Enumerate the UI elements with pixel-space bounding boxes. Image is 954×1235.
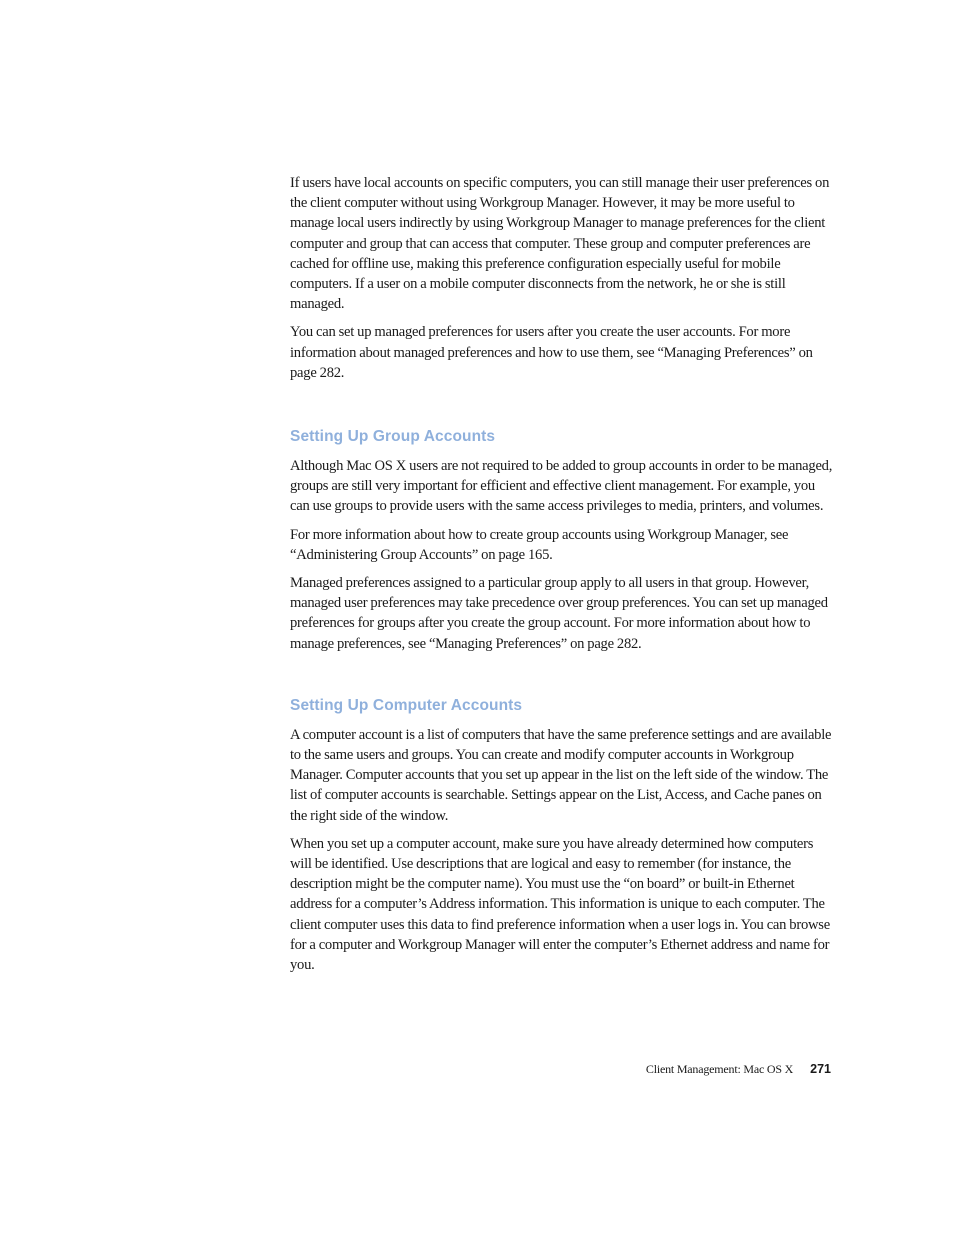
group-paragraph-1: Although Mac OS X users are not required to be added to group accounts in order to be managed, groups are still very important for efficient and effective client management. For example, you can use groups to provide users with the same access privileges to media, printers, and volumes. bbox=[290, 458, 833, 515]
group-accounts-heading: Setting Up Group Accounts bbox=[290, 428, 496, 446]
group-paragraph-2: For more information about how to create group accounts using Workgroup Manager, see “Administering Group Accounts” on page 165. bbox=[290, 526, 789, 563]
computer-paragraph-2: When you set up a computer account, make sure you have already determined how computers will be identified. Use descriptions that are logical and easy to remember (for instance, the description might be the computer name). You must use the “on board” or built-in Ethernet address for a computer’s Address information. This information is unique to each computer. The client computer uses this data to find preference information when a user logs in. You can browse for a computer and Workgroup Manager will enter the computer’s Ethernet address and name for you. bbox=[290, 835, 830, 974]
footer-chapter-title: Client Management: Mac OS X bbox=[645, 1062, 794, 1076]
intro-paragraph-1: If users have local accounts on specific computers, you can still manage their user preferences on the client computer without using Workgroup Manager. However, it may be more useful to manage local users indirectly by using Workgroup Manager to manage preferences for the client computer and group that can access that computer. These group and computer preferences are cached for offline use, making this preference configuration especially useful for mobile computers. If a user on a mobile computer disconnects from the network, he or she is still managed. bbox=[290, 175, 830, 313]
intro-paragraph-2: You can set up managed preferences for users after you create the user accounts. For more information about managed preferences and how to use them, see “Managing Preferences” on page 282. bbox=[290, 324, 813, 381]
page-footer bbox=[646, 1062, 831, 1077]
computer-accounts-heading: Setting Up Computer Accounts bbox=[290, 696, 523, 714]
footer-page-number: 271 bbox=[810, 1062, 831, 1076]
computer-paragraph-1: A computer account is a list of computers that have the same preference settings and are available to the same users and groups. You can create and modify computer accounts in Workgroup Manager. Computer accounts that you set up appear in the list on the left side of the window. The list of computer accounts is searchable. Settings appear on the List, Access, and Cache panes on the right side of the window. bbox=[290, 726, 832, 824]
group-paragraph-3: Managed preferences assigned to a particular group apply to all users in that group. However, managed user preferences may take precedence over group preferences. You can set up managed preferences for groups after you create the group account. For more information about how to manage preferences, see “Managing Preferences” on page 282. bbox=[290, 575, 828, 652]
page-content bbox=[290, 173, 835, 983]
